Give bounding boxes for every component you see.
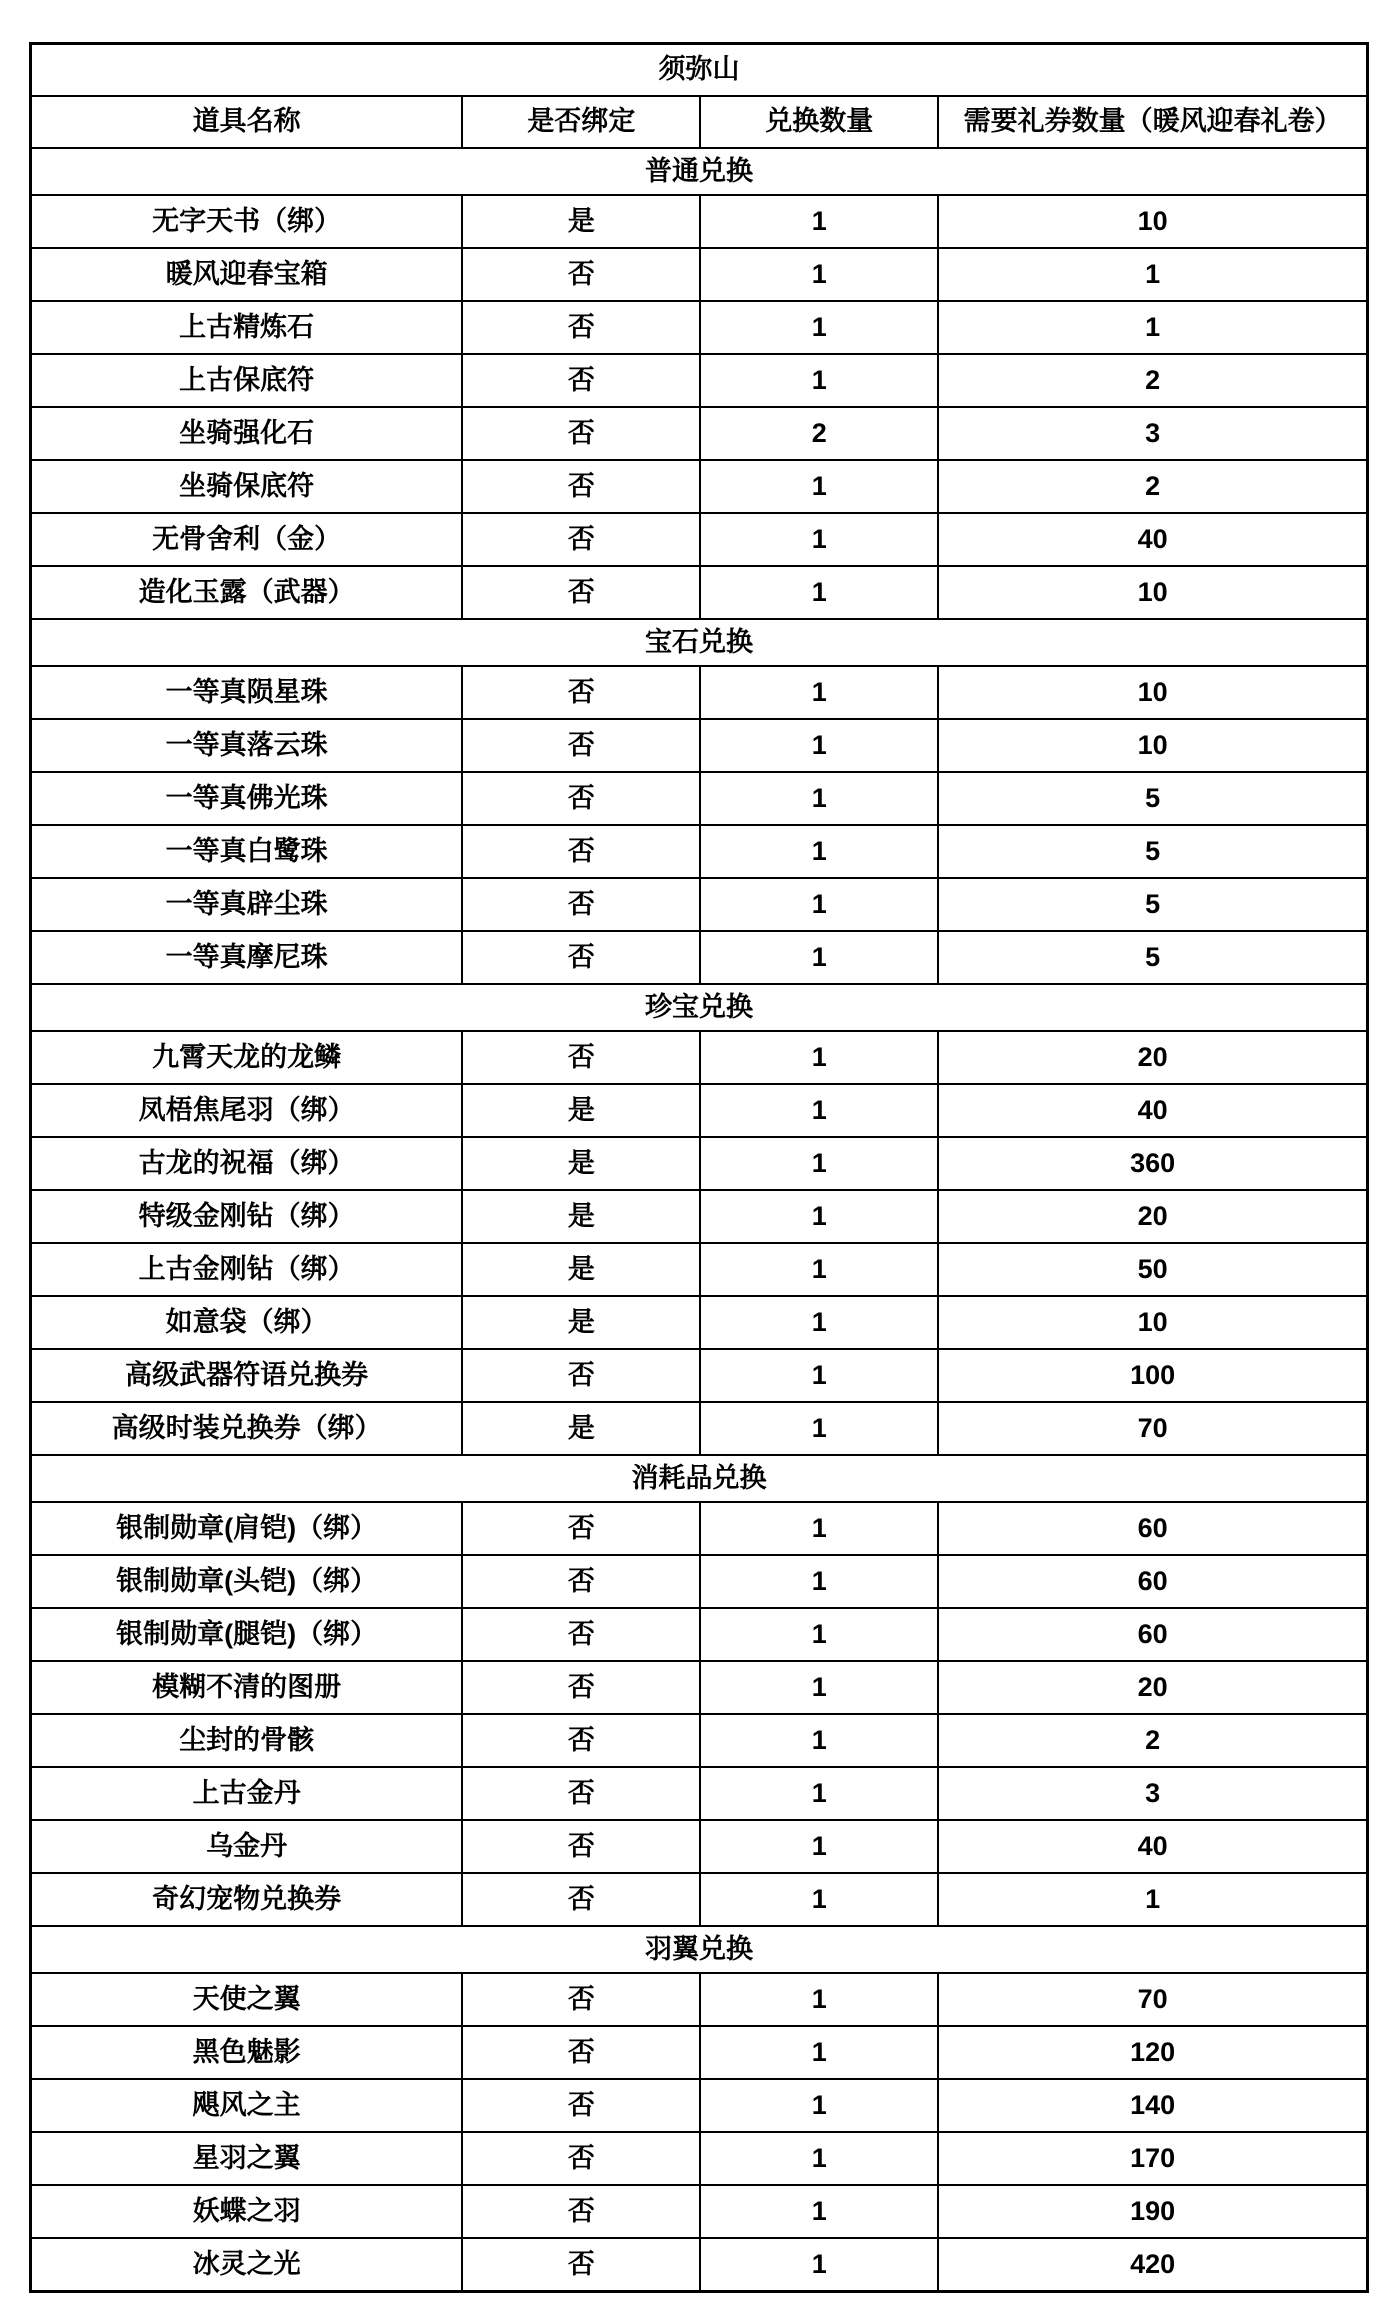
table-row <box>31 460 1368 513</box>
cell-item-name: 如意袋（绑） <box>31 1296 463 1349</box>
cell-item-name: 无骨舍利（金） <box>31 513 463 566</box>
cell-item-name: 上古保底符 <box>31 354 463 407</box>
cell-tickets-needed: 40 <box>938 1820 1367 1873</box>
cell-bound: 是 <box>462 1243 700 1296</box>
cell-tickets-needed: 100 <box>938 1349 1367 1402</box>
cell-item-name: 天使之翼 <box>31 1973 463 2026</box>
cell-bound: 否 <box>462 1714 700 1767</box>
cell-tickets-needed: 50 <box>938 1243 1367 1296</box>
section-title: 宝石兑换 <box>31 619 1368 666</box>
cell-item-name: 上古金刚钻（绑） <box>31 1243 463 1296</box>
cell-bound: 否 <box>462 2185 700 2238</box>
exchange-table <box>29 42 1369 2293</box>
table-title-row <box>31 44 1368 97</box>
cell-bound: 是 <box>462 195 700 248</box>
table-row <box>31 301 1368 354</box>
table-row <box>31 513 1368 566</box>
section-title: 珍宝兑换 <box>31 984 1368 1031</box>
cell-bound: 否 <box>462 2079 700 2132</box>
cell-bound: 否 <box>462 513 700 566</box>
cell-item-name: 高级武器符语兑换券 <box>31 1349 463 1402</box>
cell-tickets-needed: 1 <box>938 1873 1367 1926</box>
cell-tickets-needed: 20 <box>938 1190 1367 1243</box>
table-row <box>31 1137 1368 1190</box>
cell-exchange-qty: 2 <box>700 407 938 460</box>
section-row <box>31 984 1368 1031</box>
cell-exchange-qty: 1 <box>700 195 938 248</box>
cell-bound: 否 <box>462 1349 700 1402</box>
cell-item-name: 冰灵之光 <box>31 2238 463 2292</box>
column-header-bound: 是否绑定 <box>462 96 700 148</box>
cell-exchange-qty: 1 <box>700 825 938 878</box>
cell-exchange-qty: 1 <box>700 1402 938 1455</box>
table-row <box>31 1661 1368 1714</box>
table-row <box>31 1973 1368 2026</box>
cell-item-name: 一等真白鹭珠 <box>31 825 463 878</box>
cell-exchange-qty: 1 <box>700 2079 938 2132</box>
table-row <box>31 1349 1368 1402</box>
table-row <box>31 666 1368 719</box>
cell-item-name: 九霄天龙的龙鳞 <box>31 1031 463 1084</box>
column-header-tickets-needed: 需要礼券数量（暖风迎春礼卷） <box>938 96 1367 148</box>
table-row <box>31 1873 1368 1926</box>
cell-exchange-qty: 1 <box>700 301 938 354</box>
cell-item-name: 特级金刚钻（绑） <box>31 1190 463 1243</box>
cell-tickets-needed: 420 <box>938 2238 1367 2292</box>
cell-bound: 否 <box>462 1608 700 1661</box>
cell-item-name: 造化玉露（武器） <box>31 566 463 619</box>
table-row <box>31 1031 1368 1084</box>
cell-exchange-qty: 1 <box>700 2132 938 2185</box>
cell-exchange-qty: 1 <box>700 878 938 931</box>
cell-bound: 否 <box>462 1820 700 1873</box>
table-title: 须弥山 <box>31 44 1368 97</box>
cell-exchange-qty: 1 <box>700 931 938 984</box>
cell-bound: 否 <box>462 2132 700 2185</box>
cell-bound: 是 <box>462 1296 700 1349</box>
cell-tickets-needed: 10 <box>938 566 1367 619</box>
table-row <box>31 1502 1368 1555</box>
cell-tickets-needed: 60 <box>938 1608 1367 1661</box>
cell-bound: 否 <box>462 460 700 513</box>
table-row <box>31 719 1368 772</box>
cell-item-name: 奇幻宠物兑换券 <box>31 1873 463 1926</box>
cell-exchange-qty: 1 <box>700 1767 938 1820</box>
cell-exchange-qty: 1 <box>700 2238 938 2292</box>
cell-tickets-needed: 190 <box>938 2185 1367 2238</box>
table-row <box>31 772 1368 825</box>
section-row <box>31 1926 1368 1973</box>
table-row <box>31 1555 1368 1608</box>
cell-item-name: 银制勋章(头铠)（绑） <box>31 1555 463 1608</box>
cell-tickets-needed: 10 <box>938 1296 1367 1349</box>
cell-tickets-needed: 140 <box>938 2079 1367 2132</box>
cell-tickets-needed: 10 <box>938 195 1367 248</box>
cell-bound: 否 <box>462 878 700 931</box>
cell-bound: 否 <box>462 1973 700 2026</box>
cell-tickets-needed: 20 <box>938 1031 1367 1084</box>
cell-item-name: 无字天书（绑） <box>31 195 463 248</box>
cell-tickets-needed: 2 <box>938 1714 1367 1767</box>
cell-exchange-qty: 1 <box>700 248 938 301</box>
table-header-row <box>31 96 1368 148</box>
table-row <box>31 566 1368 619</box>
cell-exchange-qty: 1 <box>700 2026 938 2079</box>
cell-bound: 否 <box>462 1502 700 1555</box>
cell-item-name: 银制勋章(腿铠)（绑） <box>31 1608 463 1661</box>
table-row <box>31 2132 1368 2185</box>
cell-exchange-qty: 1 <box>700 1608 938 1661</box>
cell-exchange-qty: 1 <box>700 1349 938 1402</box>
table-row <box>31 878 1368 931</box>
column-header-exchange-qty: 兑换数量 <box>700 96 938 148</box>
cell-item-name: 银制勋章(肩铠)（绑） <box>31 1502 463 1555</box>
cell-item-name: 暖风迎春宝箱 <box>31 248 463 301</box>
cell-tickets-needed: 3 <box>938 1767 1367 1820</box>
cell-bound: 是 <box>462 1137 700 1190</box>
cell-exchange-qty: 1 <box>700 354 938 407</box>
cell-item-name: 凤梧焦尾羽（绑） <box>31 1084 463 1137</box>
cell-bound: 否 <box>462 248 700 301</box>
cell-bound: 否 <box>462 354 700 407</box>
cell-tickets-needed: 2 <box>938 460 1367 513</box>
column-header-item-name: 道具名称 <box>31 96 463 148</box>
cell-exchange-qty: 1 <box>700 1190 938 1243</box>
section-row <box>31 1455 1368 1502</box>
cell-exchange-qty: 1 <box>700 566 938 619</box>
cell-tickets-needed: 5 <box>938 825 1367 878</box>
cell-tickets-needed: 1 <box>938 301 1367 354</box>
cell-tickets-needed: 5 <box>938 878 1367 931</box>
cell-tickets-needed: 10 <box>938 666 1367 719</box>
cell-tickets-needed: 1 <box>938 248 1367 301</box>
cell-exchange-qty: 1 <box>700 1243 938 1296</box>
table-body <box>31 44 1368 2292</box>
cell-exchange-qty: 1 <box>700 1296 938 1349</box>
cell-exchange-qty: 1 <box>700 1973 938 2026</box>
cell-exchange-qty: 1 <box>700 1661 938 1714</box>
cell-item-name: 上古精炼石 <box>31 301 463 354</box>
table-row <box>31 1402 1368 1455</box>
cell-tickets-needed: 120 <box>938 2026 1367 2079</box>
cell-bound: 否 <box>462 772 700 825</box>
cell-bound: 否 <box>462 1555 700 1608</box>
table-row <box>31 1190 1368 1243</box>
table-row <box>31 195 1368 248</box>
cell-item-name: 一等真佛光珠 <box>31 772 463 825</box>
cell-tickets-needed: 5 <box>938 931 1367 984</box>
cell-item-name: 乌金丹 <box>31 1820 463 1873</box>
cell-item-name: 一等真落云珠 <box>31 719 463 772</box>
cell-exchange-qty: 1 <box>700 460 938 513</box>
cell-tickets-needed: 60 <box>938 1502 1367 1555</box>
cell-exchange-qty: 1 <box>700 1084 938 1137</box>
table-row <box>31 1820 1368 1873</box>
cell-tickets-needed: 70 <box>938 1402 1367 1455</box>
cell-bound: 否 <box>462 301 700 354</box>
section-row <box>31 619 1368 666</box>
cell-bound: 是 <box>462 1084 700 1137</box>
cell-item-name: 高级时装兑换券（绑） <box>31 1402 463 1455</box>
cell-item-name: 坐骑保底符 <box>31 460 463 513</box>
cell-bound: 否 <box>462 566 700 619</box>
table-row <box>31 2238 1368 2292</box>
cell-tickets-needed: 60 <box>938 1555 1367 1608</box>
cell-item-name: 飓风之主 <box>31 2079 463 2132</box>
cell-bound: 是 <box>462 1402 700 1455</box>
table-row <box>31 931 1368 984</box>
table-row <box>31 407 1368 460</box>
cell-item-name: 一等真陨星珠 <box>31 666 463 719</box>
section-title: 消耗品兑换 <box>31 1455 1368 1502</box>
table-row <box>31 354 1368 407</box>
cell-exchange-qty: 1 <box>700 1555 938 1608</box>
cell-tickets-needed: 40 <box>938 1084 1367 1137</box>
cell-item-name: 星羽之翼 <box>31 2132 463 2185</box>
cell-item-name: 一等真辟尘珠 <box>31 878 463 931</box>
cell-exchange-qty: 1 <box>700 772 938 825</box>
table-row <box>31 1296 1368 1349</box>
cell-bound: 否 <box>462 666 700 719</box>
cell-exchange-qty: 1 <box>700 1137 938 1190</box>
cell-bound: 否 <box>462 1767 700 1820</box>
cell-tickets-needed: 360 <box>938 1137 1367 1190</box>
cell-tickets-needed: 5 <box>938 772 1367 825</box>
cell-bound: 否 <box>462 1661 700 1714</box>
cell-exchange-qty: 1 <box>700 1714 938 1767</box>
table-row <box>31 2185 1368 2238</box>
table-row <box>31 1243 1368 1296</box>
cell-item-name: 上古金丹 <box>31 1767 463 1820</box>
cell-bound: 是 <box>462 1190 700 1243</box>
table-row <box>31 1084 1368 1137</box>
cell-exchange-qty: 1 <box>700 719 938 772</box>
section-title: 羽翼兑换 <box>31 1926 1368 1973</box>
table-row <box>31 2079 1368 2132</box>
cell-exchange-qty: 1 <box>700 1502 938 1555</box>
cell-tickets-needed: 2 <box>938 354 1367 407</box>
cell-item-name: 一等真摩尼珠 <box>31 931 463 984</box>
table-row <box>31 2026 1368 2079</box>
cell-exchange-qty: 1 <box>700 1873 938 1926</box>
cell-item-name: 妖蝶之羽 <box>31 2185 463 2238</box>
cell-tickets-needed: 70 <box>938 1973 1367 2026</box>
cell-bound: 否 <box>462 2238 700 2292</box>
cell-item-name: 尘封的骨骸 <box>31 1714 463 1767</box>
cell-bound: 否 <box>462 407 700 460</box>
cell-bound: 否 <box>462 931 700 984</box>
section-row <box>31 148 1368 195</box>
cell-tickets-needed: 40 <box>938 513 1367 566</box>
table-row <box>31 248 1368 301</box>
cell-item-name: 黑色魅影 <box>31 2026 463 2079</box>
cell-exchange-qty: 1 <box>700 1031 938 1084</box>
cell-bound: 否 <box>462 2026 700 2079</box>
cell-item-name: 模糊不清的图册 <box>31 1661 463 1714</box>
cell-tickets-needed: 10 <box>938 719 1367 772</box>
cell-exchange-qty: 1 <box>700 666 938 719</box>
cell-bound: 否 <box>462 1031 700 1084</box>
table-row <box>31 1714 1368 1767</box>
cell-exchange-qty: 1 <box>700 2185 938 2238</box>
cell-tickets-needed: 20 <box>938 1661 1367 1714</box>
cell-bound: 否 <box>462 1873 700 1926</box>
section-title: 普通兑换 <box>31 148 1368 195</box>
cell-bound: 否 <box>462 825 700 878</box>
exchange-table-container <box>29 42 1369 2293</box>
cell-item-name: 古龙的祝福（绑） <box>31 1137 463 1190</box>
cell-tickets-needed: 170 <box>938 2132 1367 2185</box>
table-row <box>31 1767 1368 1820</box>
cell-item-name: 坐骑强化石 <box>31 407 463 460</box>
cell-exchange-qty: 1 <box>700 513 938 566</box>
cell-tickets-needed: 3 <box>938 407 1367 460</box>
cell-bound: 否 <box>462 719 700 772</box>
table-row <box>31 825 1368 878</box>
cell-exchange-qty: 1 <box>700 1820 938 1873</box>
table-row <box>31 1608 1368 1661</box>
